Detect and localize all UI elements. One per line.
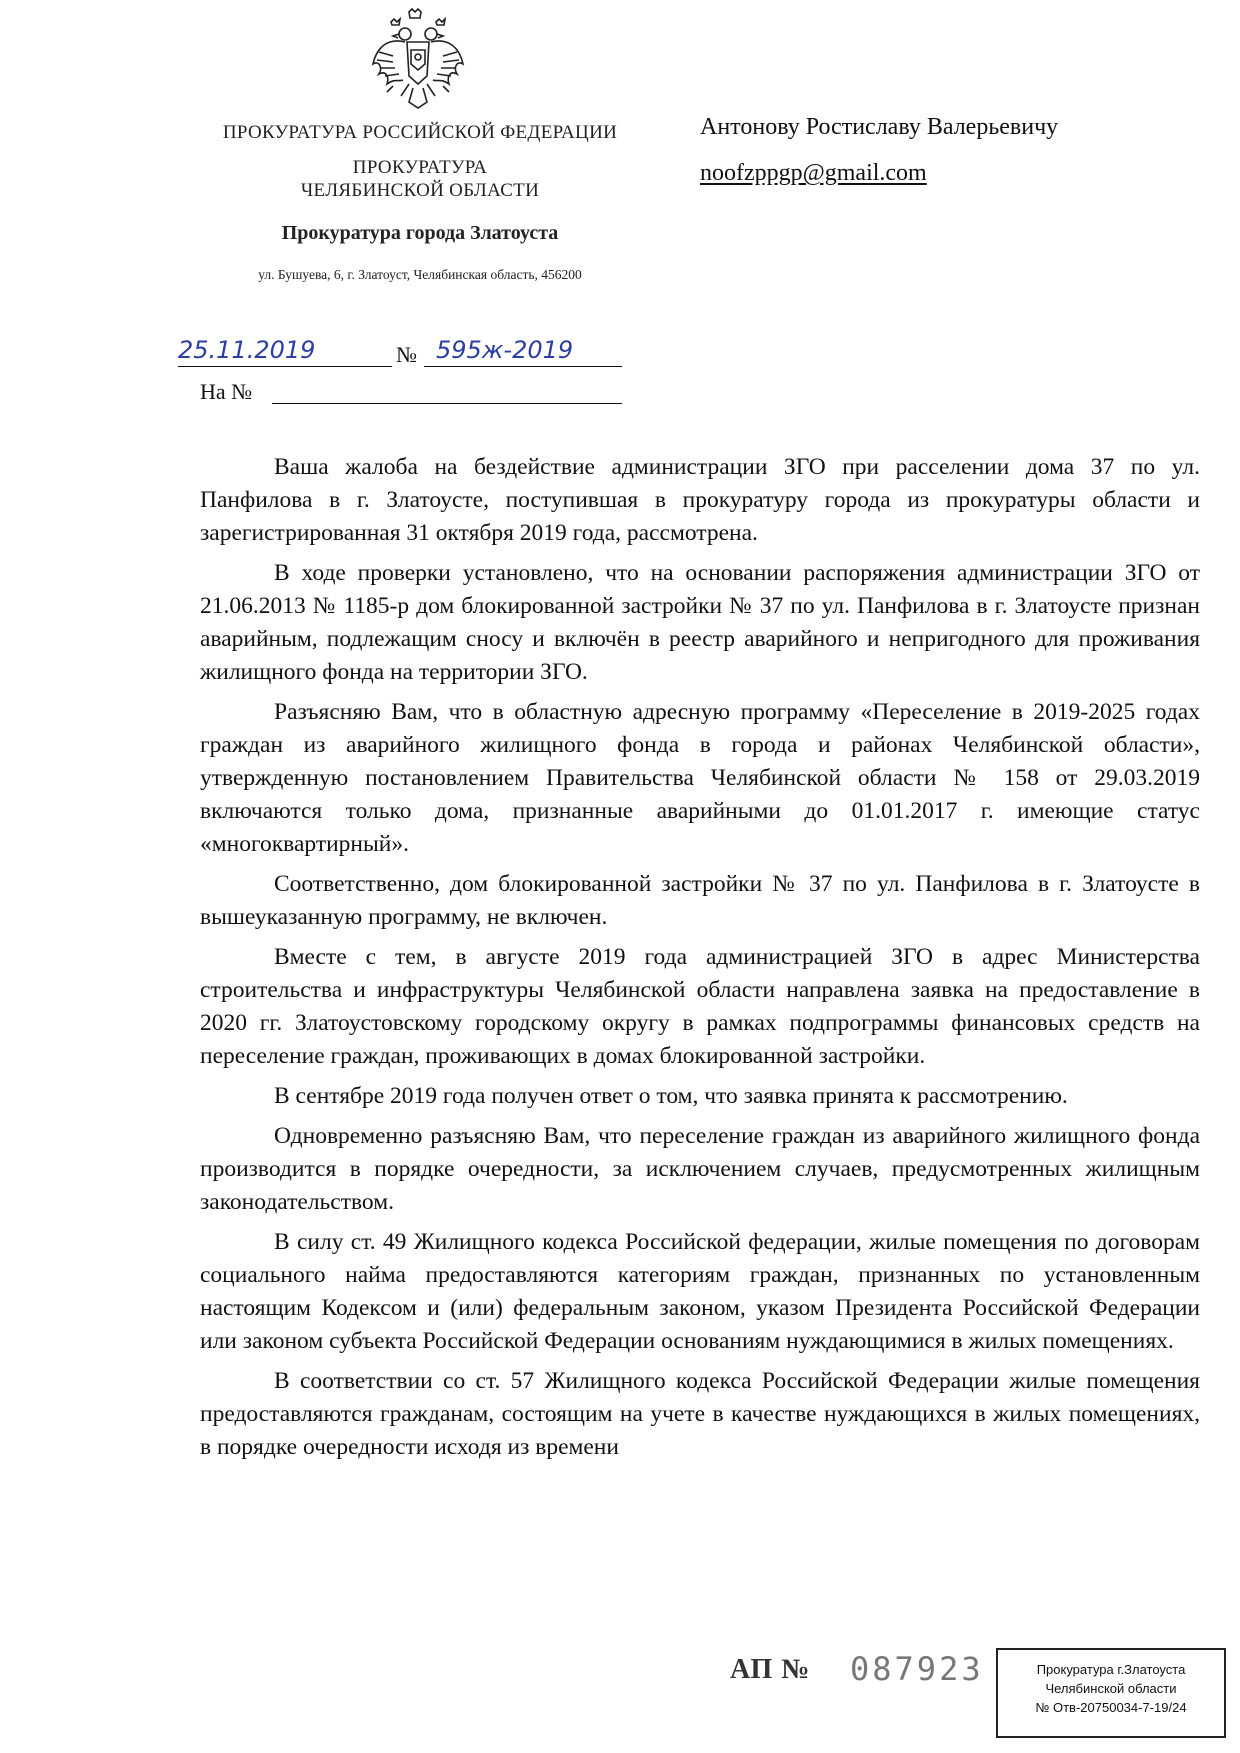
registration-stamp	[996, 1648, 1226, 1738]
paragraph: В ходе проверки установлено, что на основании распоряжения администрации ЗГО от 21.06.2013 № 1185-р дом блокированной застройки № 37 по ул. Панфилова в г. Златоусте признан аварийным, подлежащим сносу и включён в реестр аварийного и непригодного для проживания жилищного фонда на территории ЗГО.	[200, 560, 1200, 685]
paragraph: В силу ст. 49 Жилищного кодекса Российской федерации, жилые помещения по договорам социального найма предоставляются категориям граждан, признанных по установленным настоящим Кодексом и (или) федеральным законом, указом Президента Российской Федерации или законом субъекта Российской Федерации основаниям нуждающимися в жилых помещениях.	[200, 1229, 1200, 1354]
paragraph: В сентябре 2019 года получен ответ о том, что заявка принята к рассмотрению.	[274, 1083, 1068, 1109]
paragraph: Разъясняю Вам, что в областную адресную программу «Переселение в 2019-2025 годах граждан из аварийного жилищного фонда в города и районах Челябинской области», утвержденную постановлением Правительства Челябинской области № 158 от 29.03.2019 включаются только дома, признанные аварийными до 01.01.2017 г. имеющие статус «многоквартирный».	[200, 699, 1200, 857]
stamp-line: Прокуратура г.Златоуста	[1036, 1662, 1186, 1677]
reply-label: На №	[200, 379, 253, 404]
header-regional-line1: ПРОКУРАТУРА	[352, 157, 488, 178]
reply-underline	[272, 403, 622, 404]
recipient-name: Антонову Ростиславу Валерьевичу	[700, 114, 1059, 140]
stamp-line: № Отв-20750034-7-19/24	[1035, 1700, 1187, 1715]
paragraph: Одновременно разъясняю Вам, что переселение граждан из аварийного жилищного фонда производится в порядке очередности, за исключением случаев, предусмотренных жилищным законодательством.	[200, 1123, 1200, 1215]
registration-number: 595ж-2019	[436, 336, 574, 364]
number-label: №	[396, 342, 417, 367]
coat-of-arms-icon	[369, 8, 467, 112]
date-underline	[178, 366, 392, 367]
header-regional-line2: ЧЕЛЯБИНСКОЙ ОБЛАСТИ	[300, 180, 540, 201]
header-address: ул. Бушуева, 6, г. Златоуст, Челябинская область, 456200	[258, 267, 582, 282]
header-city: Прокуратура города Златоуста	[281, 222, 559, 244]
paragraph: В соответствии со ст. 57 Жилищного кодекса Российской Федерации жилые помещения предоставляются гражданам, состоящим на учете в качестве нуждающихся в жилых помещениях, в порядке очередности исходя из времени	[200, 1368, 1200, 1460]
number-underline	[424, 366, 622, 367]
paragraph: Вместе с тем, в августе 2019 года администрацией ЗГО в адрес Министерства строительства и инфраструктуры Челябинской области направлена заявка на предоставление в 2020 гг. Златоустовскому городскому округу в рамках подпрограммы финансовых средств на переселение граждан, проживающих в домах блокированной застройки.	[200, 944, 1200, 1069]
paragraph: Соответственно, дом блокированной застройки № 37 по ул. Панфилова в г. Златоусте в вышеуказанную программу, не включен.	[200, 871, 1200, 930]
recipient-email[interactable]: noofzppgp@gmail.com	[700, 160, 927, 186]
ap-number: 087923	[850, 1650, 984, 1688]
ap-label: АП №	[730, 1654, 811, 1685]
paragraph: Ваша жалоба на бездействие администрации ЗГО при расселении дома 37 по ул. Панфилова в г. Златоусте, поступившая в прокуратуру города из прокуратуры области и зарегистрированная 31 октября 2019 года, рассмотрена.	[200, 454, 1200, 546]
stamp-line: Челябинской области	[1045, 1681, 1177, 1696]
header-federal: ПРОКУРАТУРА РОССИЙСКОЙ ФЕДЕРАЦИИ	[222, 122, 618, 143]
letter-body	[200, 451, 1200, 1471]
registration-date: 25.11.2019	[178, 336, 316, 364]
